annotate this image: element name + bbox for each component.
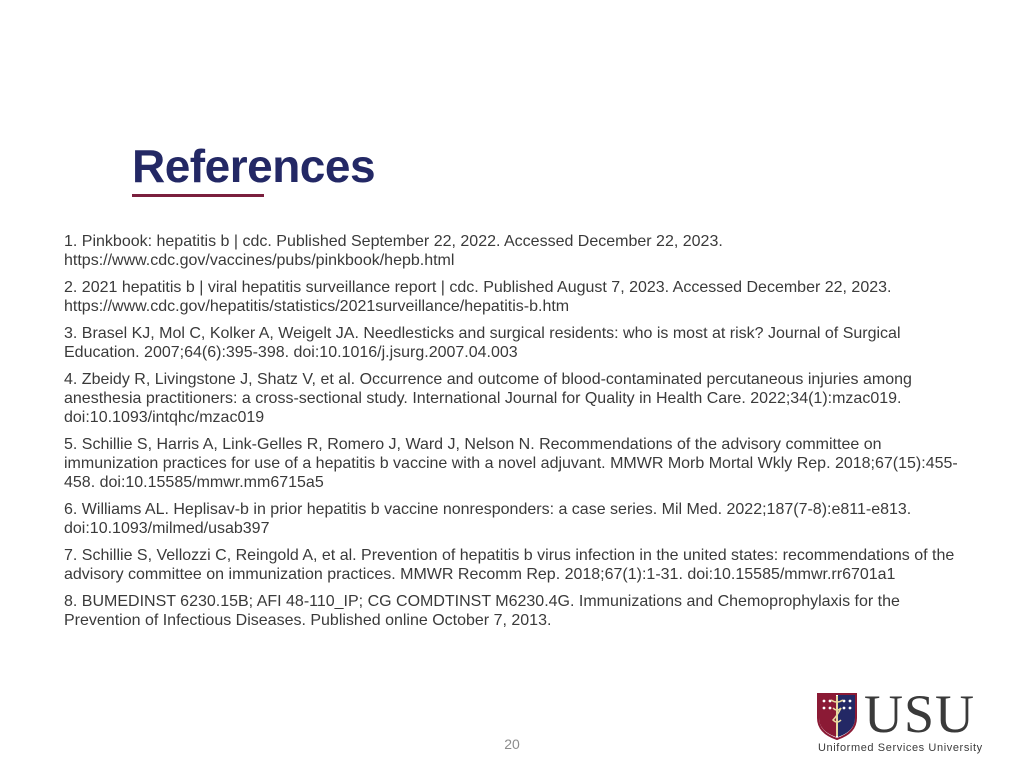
reference-item: 7. Schillie S, Vellozzi C, Reingold A, et al. Prevention of hepatitis b virus infection in the united states: recommendations of the advisory committee on immunization practices. MMWR Recomm Rep. 2018;67(1):1-31. doi:10.15585/mmwr.rr6701a1	[64, 547, 955, 583]
reference-item: 5. Schillie S, Harris A, Link-Gelles R, Romero J, Ward J, Nelson N. Recommendations of the advisory committee on immunization practices for use of a hepatitis b vaccine with a novel adjuvant. MMWR Morb Mortal Wkly Rep. 2018;67(15):455-458. doi:10.15585/mmwr.mm6715a5	[64, 436, 958, 491]
reference-item: 8. BUMEDINST 6230.15B; AFI 48-110_IP; CG COMDTINST M6230.4G. Immunizations and Chemoprophylaxis for the Prevention of Infectious Diseases. Published online October 7, 2013.	[64, 593, 900, 629]
reference-item: 1. Pinkbook: hepatitis b | cdc. Published September 22, 2022. Accessed December 22, 2023. https://www.cdc.gov/vaccines/pubs/pinkbook/hepb.html	[64, 233, 723, 269]
reference-item: 3. Brasel KJ, Mol C, Kolker A, Weigelt JA. Needlesticks and surgical residents: who is most at risk? Journal of Surgical Education. 2007;64(6):395-398. doi:10.1016/j.jsurg.2007.04.003	[64, 325, 901, 361]
usu-logo	[816, 684, 1006, 758]
reference-item: 2. 2021 hepatitis b | viral hepatitis surveillance report | cdc. Published August 7, 2023. Accessed December 22, 2023. https://www.cdc.gov/hepatitis/statistics/2021surveillance/hepatitis-b.htm	[64, 279, 892, 315]
reference-item: 6. Williams AL. Heplisav-b in prior hepatitis b vaccine nonresponders: a case series. Mil Med. 2022;187(7-8):e811-e813. doi:10.1093/milmed/usab397	[64, 501, 912, 537]
title-underline	[132, 194, 264, 197]
reference-item: 4. Zbeidy R, Livingstone J, Shatz V, et al. Occurrence and outcome of blood-contaminated percutaneous injuries among anesthesia practitioners: a cross-sectional study. International Journal for Quality in Health Care. 2022;34(1):mzac019. doi:10.1093/intqhc/mzac019	[64, 371, 912, 426]
logo-wordmark: USU	[864, 684, 976, 744]
slide-title: References	[132, 140, 376, 192]
caduceus-shield-icon	[816, 692, 858, 740]
reference-list	[64, 232, 964, 638]
page-number: 20	[504, 736, 520, 752]
logo-caption: Uniformed Services University	[818, 742, 983, 754]
